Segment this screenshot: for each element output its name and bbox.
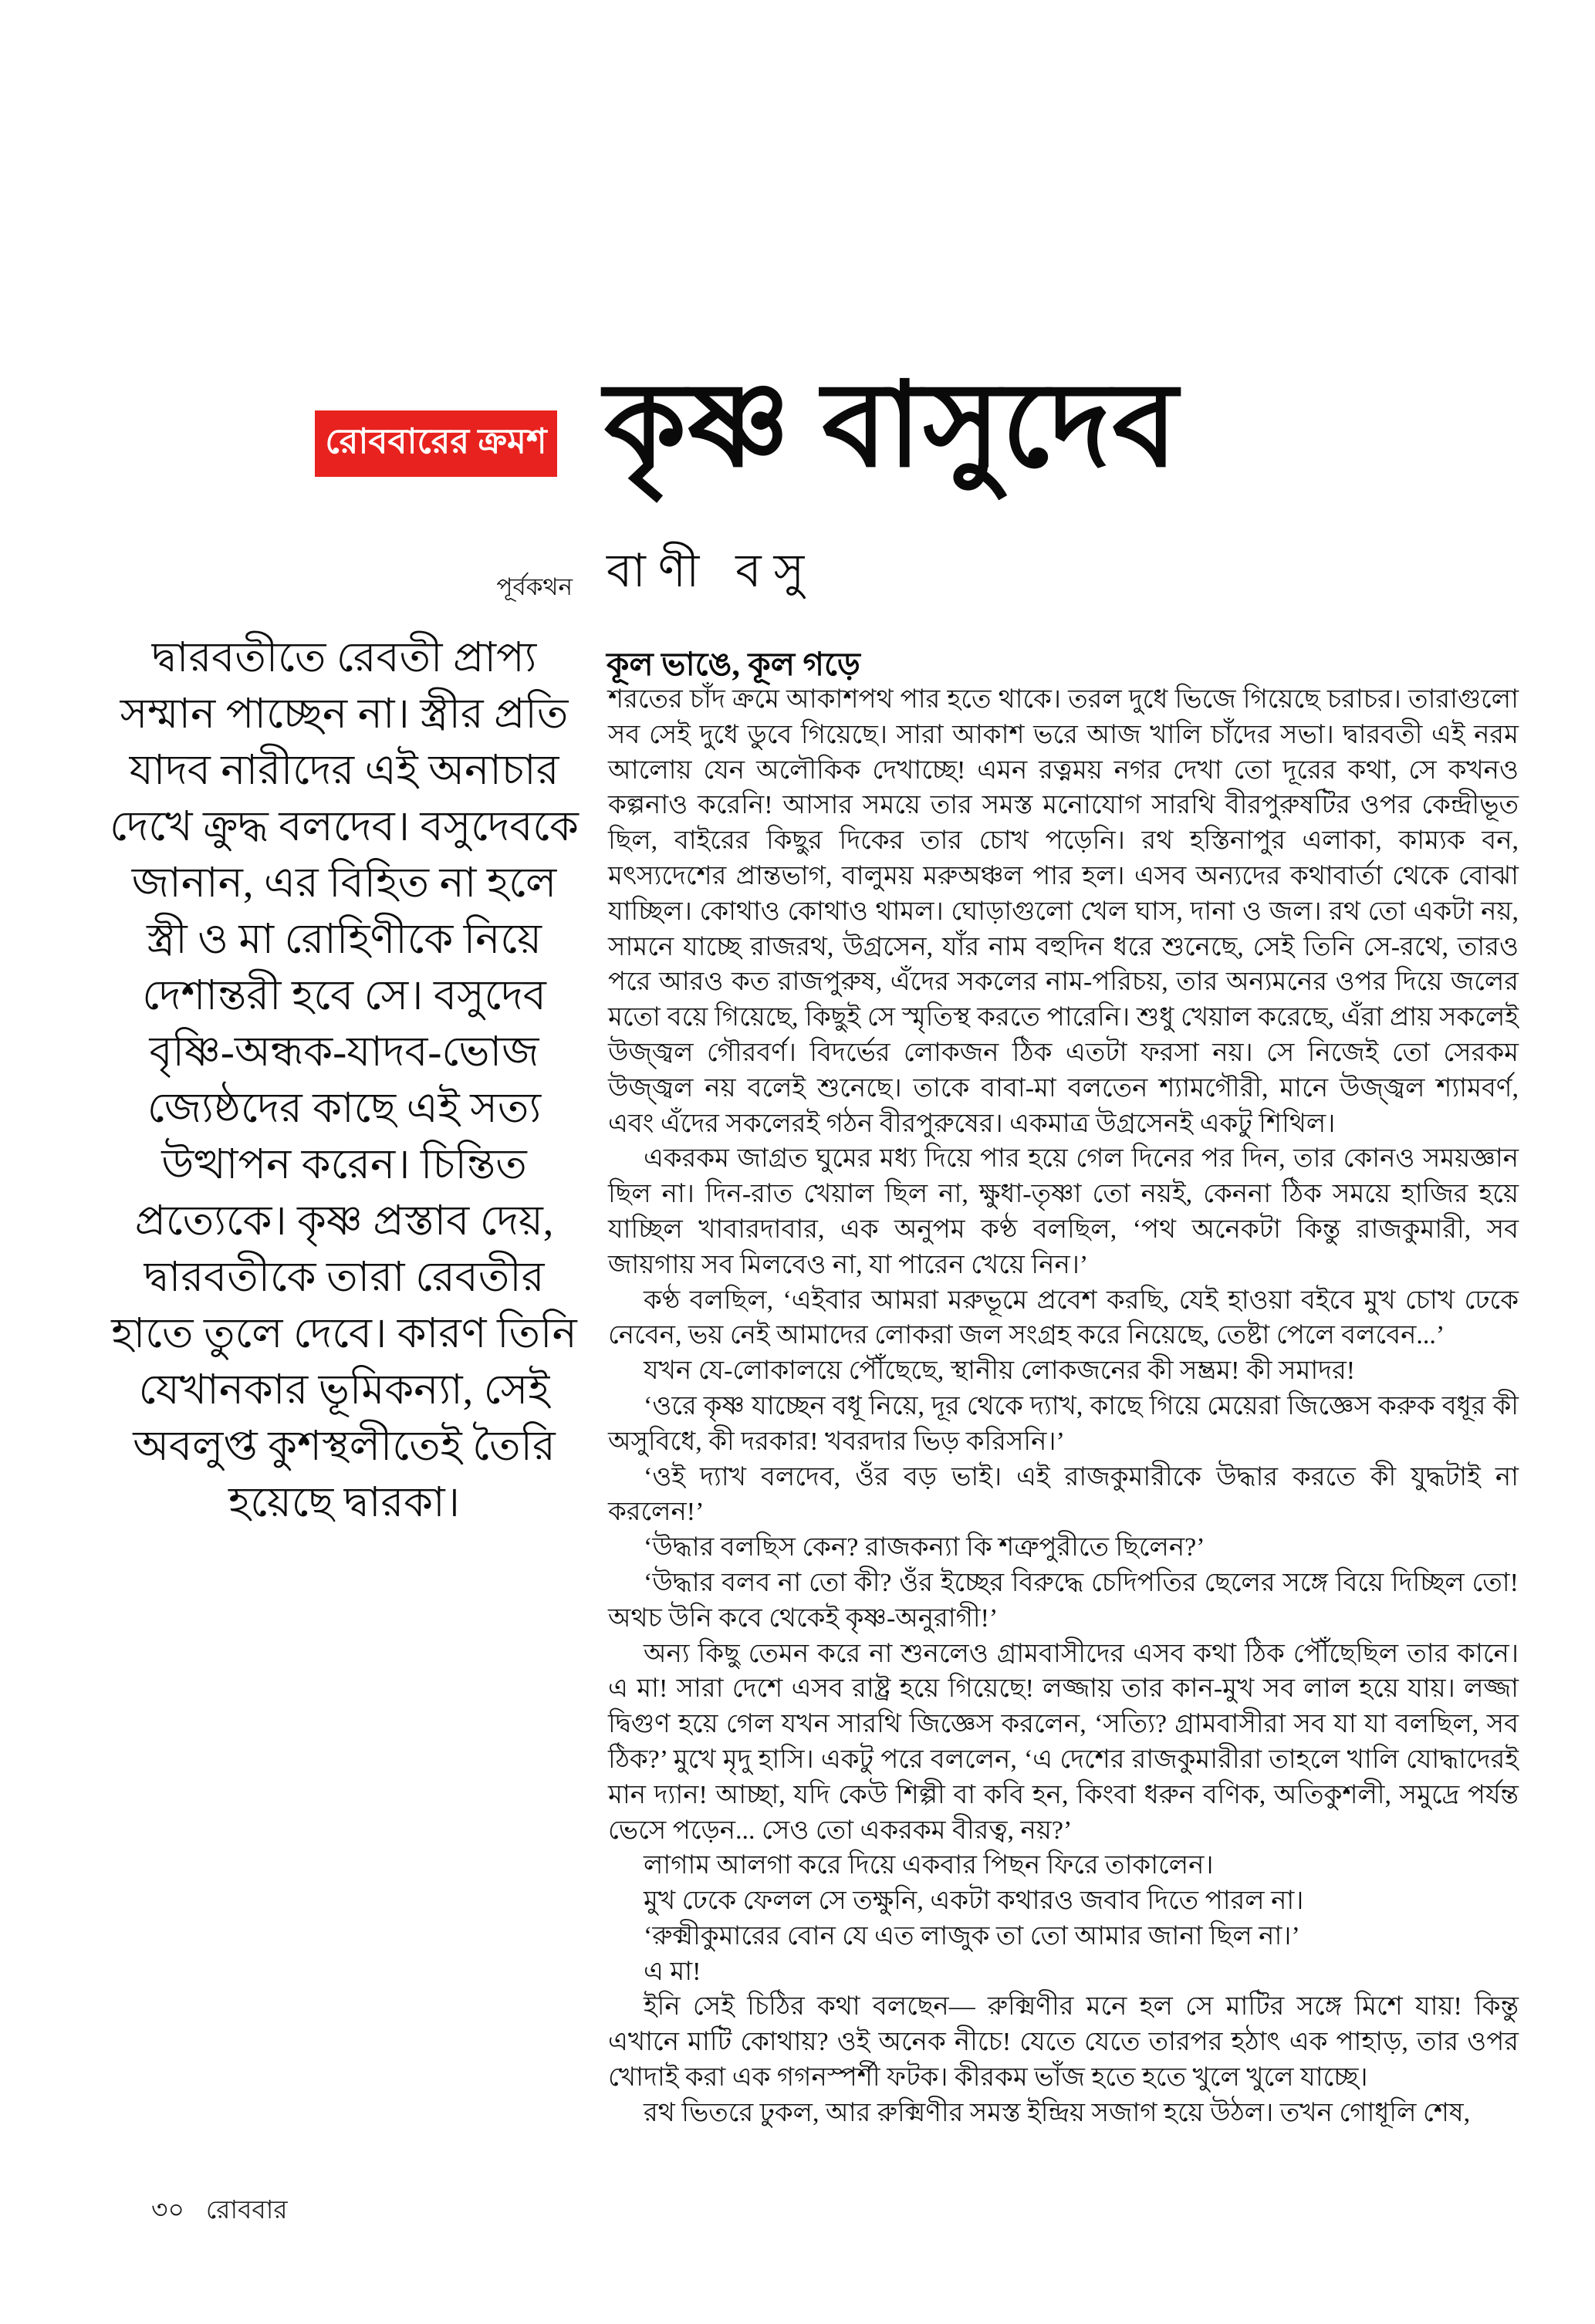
body-paragraph: এ মা!	[644, 1957, 701, 1986]
article-body	[608, 682, 1519, 2131]
body-paragraph: রথ ভিতরে ঢুকল, আর রুক্মিণীর সমস্ত ইন্দ্রিয় সজাগ হয়ে উঠল। তখন গোধূলি শেষ,	[644, 2098, 1471, 2127]
precap-label: পূর্বকথন	[496, 573, 573, 600]
article-subtitle: কূল ভাঙে, কূল গড়ে	[607, 647, 860, 683]
page-number: ৩০	[151, 2197, 184, 2224]
body-paragraph: ‘রুক্মীকুমারের বোন যে এত লাজুক তা তো আমার জানা ছিল না।’	[644, 1921, 1300, 1951]
body-paragraph: ‘ওই দ্যাখ বলদেব, ওঁর বড় ভাই। এই রাজকুমারীকে উদ্ধার করতে কী যুদ্ধটাই না করলেন!’	[608, 1462, 1519, 1527]
body-paragraph: ইনি সেই চিঠির কথা বলছেন— রুক্মিণীর মনে হল সে মাটির সঙ্গে মিশে যায়! কিন্তু এখানে মাটি কোথায়? ওই অনেক নীচে! যেতে যেতে তারপর হঠাৎ এক পাহাড়, তার ওপর খোদাই করা এক গগনস্পর্শী ফটক। কীরকম ভাঁজ হতে হতে খুলে খুলে যাচ্ছে।	[608, 1992, 1519, 2093]
author-name: বাণী বসু	[607, 546, 817, 596]
body-paragraph: লাগাম আলগা করে দিয়ে একবার পিছন ফিরে তাকালেন।	[644, 1851, 1214, 1880]
body-paragraph: কণ্ঠ বলছিল, ‘এইবার আমরা মরুভূমে প্রবেশ করছি, যেই হাওয়া বইবে মুখ চোখ ঢেকে নেবেন, ভয় নেই আমাদের লোকরা জল সংগ্রহ করে নিয়েছে, তেষ্টা পেলে বলবেন...’	[608, 1285, 1519, 1350]
body-paragraph: ‘উদ্ধার বলব না তো কী? ওঁর ইচ্ছের বিরুদ্ধে চেদিপতির ছেলের সঙ্গে বিয়ে দিচ্ছিল তো! অথচ উনি কবে থেকেই কৃষ্ণ-অনুরাগী!’	[608, 1568, 1519, 1633]
body-paragraph: ‘ওরে কৃষ্ণ যাচ্ছেন বধূ নিয়ে, দূর থেকে দ্যাখ, কাছে গিয়ে মেয়েরা জিজ্ঞেস করুক বধূর কী অসুবিধে, কী দরকার! খবরদার ভিড় করিসনি।’	[608, 1391, 1519, 1456]
magazine-name: রোববার	[205, 2197, 288, 2224]
body-paragraph: যখন যে-লোকালয়ে পৌঁছেছে, স্থানীয় লোকজনের কী সম্ভ্রম! কী সমাদর!	[644, 1356, 1356, 1386]
body-paragraph: শরতের চাঁদ ক্রমে আকাশপথ পার হতে থাকে। তরল দুধে ভিজে গিয়েছে চরাচর। তারাগুলো সব সেই দুধে ডুবে গিয়েছে। সারা আকাশ ভরে আজ খালি চাঁদের সভা। দ্বারবতী এই নরম আলোয় যেন অলৌকিক দেখাচ্ছে! এমন রত্নময় নগর দেখা তো দূরের কথা, সে কখনও কল্পনাও করেনি! আসার সময়ে তার সমস্ত মনোযোগ সারথি বীরপুরুষটির ওপর কেন্দ্রীভূত ছিল, বাইরের কিছুর দিকের তার চোখ পড়েনি। রথ হস্তিনাপুর এলাকা, কাম্যক বন, মৎস্যদেশের প্রান্তভাগ, বালুময় মরুঅঞ্চল পার হল। এসব অন্যদের কথাবার্তা থেকে বোঝা যাচ্ছিল। কোথাও কোথাও থামল। ঘোড়াগুলো খেল ঘাস, দানা ও জল। রথ তো একটা নয়, সামনে যাচ্ছে রাজরথ, উগ্রসেন, যাঁর নাম বহুদিন ধরে শুনেছে, সেই তিনি সে-রথে, তারও পরে আরও কত রাজপুরুষ, এঁদের সকলের নাম-পরিচয়, তার অন্যমনের ওপর দিয়ে জলের মতো বয়ে গিয়েছে, কিছুই সে স্মৃতিস্থ করতে পারেনি। শুধু খেয়াল করেছে, এঁরা প্রায় সকলেই উজ্জ্বল গৌরবর্ণ। বিদর্ভের লোকজন ঠিক এতটা ফরসা নয়। সে নিজেই তো সেরকম উজ্জ্বল নয় বলেই শুনেছে। তাকে বাবা-মা বলতেন শ্যামগৌরী, মানে উজ্জ্বল শ্যামবর্ণ, এবং এঁদের সকলেরই গঠন বীরপুরুষের। একমাত্র উগ্রসেনই একটু শিথিল।	[608, 685, 1519, 1138]
body-paragraph: অন্য কিছু তেমন করে না শুনলেও গ্রামবাসীদের এসব কথা ঠিক পৌঁছেছিল তার কানে। এ মা! সারা দেশে এসব রাষ্ট্র হয়ে গিয়েছে! লজ্জায় তার কান-মুখ সব লাল হয়ে যায়। লজ্জা দ্বিগুণ হয়ে গেল যখন সারথি জিজ্ঞেস করলেন, ‘সত্যি? গ্রামবাসীরা সব যা যা বলছিল, সব ঠিক?’ মুখে মৃদু হাসি। একটু পরে বললেন, ‘এ দেশের রাজকুমারীরা তাহলে খালি যোদ্ধাদেরই মান দ্যান! আচ্ছা, যদি কেউ শিল্পী বা কবি হন, কিংবা ধরুন বণিক, অতিকুশলী, সমুদ্রে পর্যন্ত ভেসে পড়েন... সেও তো একরকম বীরত্ব, নয়?’	[608, 1639, 1519, 1845]
synopsis-text: দ্বারবতীতে রেবতী প্রাপ্য সম্মান পাচ্ছেন না। স্ত্রীর প্রতি যাদব নারীদের এই অনাচার দেখে ক্রুদ্ধ বলদেব। বসুদেবকে জানান, এর বিহিত না হলে স্ত্রী ও মা রোহিণীকে নিয়ে দেশান্তরী হবে সে। বসুদেব বৃষ্ণি-অন্ধক-যাদব-ভোজ জ্যেষ্ঠদের কাছে এই সত্য উত্থাপন করেন। চিন্তিত প্রত্যেকে। কৃষ্ণ প্রস্তাব দেয়, দ্বারবতীকে তারা রেবতীর হাতে তুলে দেবে। কারণ তিনি যেখানকার ভূমিকন্যা, সেই অবলুপ্ত কুশস্থলীতেই তৈরি হয়েছে দ্বারকা।	[110, 634, 579, 1525]
article-title: কৃষ্ণ বাসুদেব	[604, 361, 1179, 491]
series-badge: রোববারের ক্রমশ	[315, 410, 557, 477]
body-paragraph: মুখ ঢেকে ফেলল সে তক্ষুনি, একটা কথারও জবাব দিতে পারল না।	[644, 1887, 1304, 1916]
body-paragraph: ‘উদ্ধার বলছিস কেন? রাজকন্যা কি শত্রুপুরীতে ছিলেন?’	[644, 1533, 1205, 1562]
body-paragraph: একরকম জাগ্রত ঘুমের মধ্য দিয়ে পার হয়ে গেল দিনের পর দিন, তার কোনও সময়জ্ঞান ছিল না। দিন-রাত খেয়াল ছিল না, ক্ষুধা-তৃষ্ণা তো নয়ই, কেননা ঠিক সময়ে হাজির হয়ে যাচ্ছিল খাবারদাবার, এক অনুপম কণ্ঠ বলছিল, ‘পথ অনেকটা কিন্তু রাজকুমারী, সব জায়গায় সব মিলবেও না, যা পারেন খেয়ে নিন।’	[608, 1144, 1519, 1279]
page-footer	[151, 2190, 288, 2233]
